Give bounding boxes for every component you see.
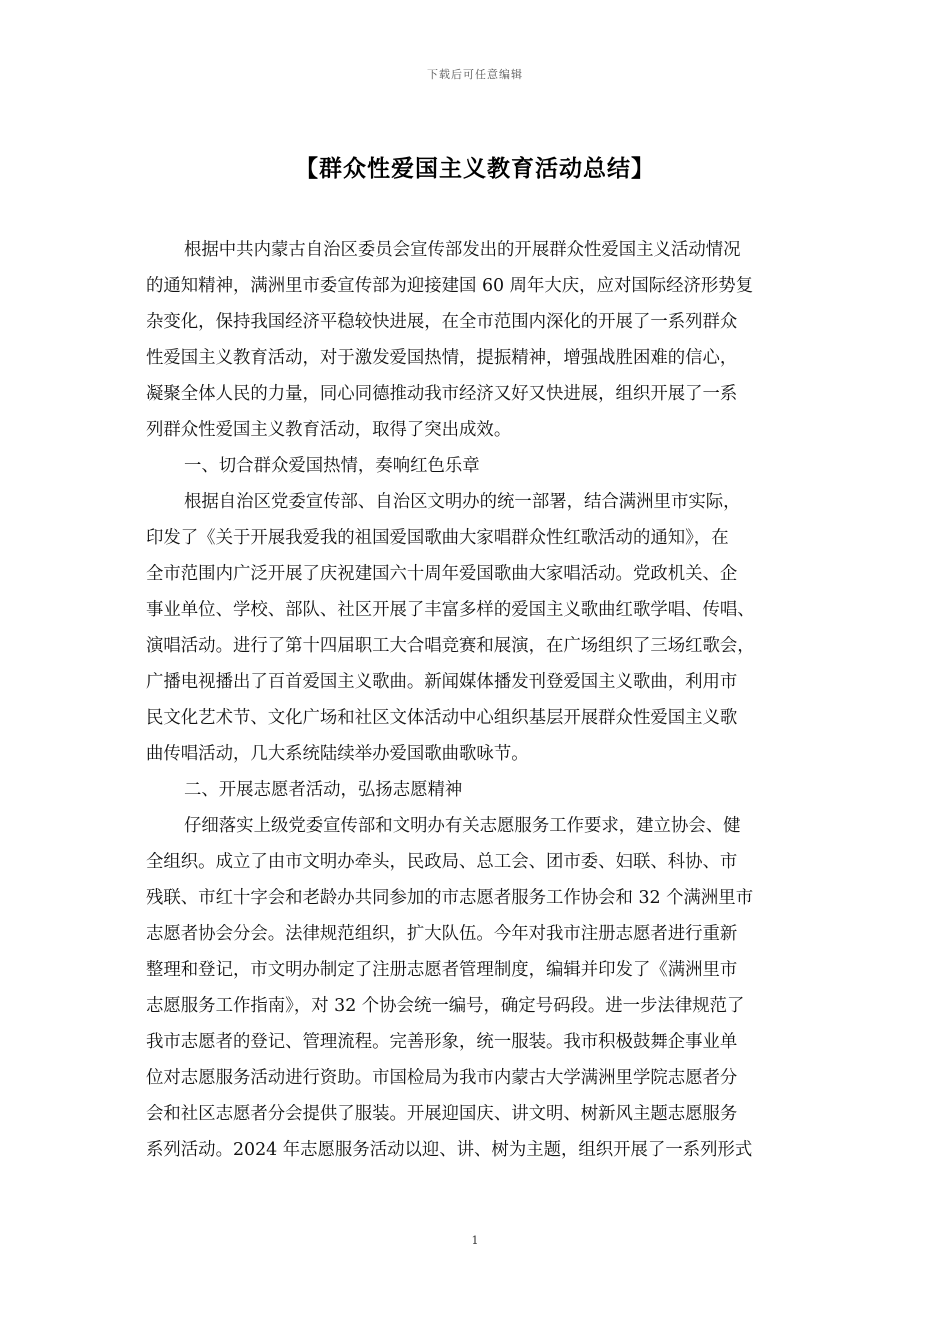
section-heading: 一、切合群众爱国热情，奏响红色乐章 bbox=[184, 456, 480, 476]
paragraph-line: 全组织。成立了由市文明办牵头，民政局、总工会、团市委、妇联、科协、市 bbox=[146, 852, 738, 872]
paragraph-line: 残联、市红十字会和老龄办共同参加的市志愿者服务工作协会和 32 个满洲里市 bbox=[146, 888, 754, 908]
paragraph-line: 杂变化，保持我国经济平稳较快进展，在全市范围内深化的开展了一系列群众 bbox=[146, 312, 738, 332]
header-note: 下载后可任意编辑 bbox=[427, 68, 523, 81]
paragraph-line: 列群众性爱国主义教育活动，取得了突出成效。 bbox=[146, 420, 512, 440]
paragraph-line: 根据自治区党委宣传部、自治区文明办的统一部署，结合满洲里市实际， bbox=[184, 492, 741, 512]
paragraph-line: 印发了《关于开展我爱我的祖国爱国歌曲大家唱群众性红歌活动的通知》，在 bbox=[146, 528, 729, 548]
paragraph-line: 事业单位、学校、部队、社区开展了丰富多样的爱国主义歌曲红歌学唱、传唱、 bbox=[146, 600, 755, 620]
document-body bbox=[146, 232, 806, 1168]
page-number: 1 bbox=[471, 1234, 479, 1247]
paragraph-line: 我市志愿者的登记、管理流程。完善形象，统一服装。我市积极鼓舞企事业单 bbox=[146, 1032, 738, 1052]
paragraph-line: 仔细落实上级党委宣传部和文明办有关志愿服务工作要求，建立协会、健 bbox=[184, 816, 741, 836]
paragraph-line: 演唱活动。进行了第十四届职工大合唱竞赛和展演，在广场组织了三场红歌会， bbox=[146, 636, 755, 656]
paragraph-line: 广播电视播出了百首爱国主义歌曲。新闻媒体播发刊登爱国主义歌曲，利用市 bbox=[146, 672, 738, 692]
paragraph-line: 志愿服务工作指南》，对 32 个协会统一编号，确定号码段。进一步法律规范了 bbox=[146, 996, 745, 1016]
paragraph-line: 全市范围内广泛开展了庆祝建国六十周年爱国歌曲大家唱活动。党政机关、企 bbox=[146, 564, 738, 584]
document-title: 【群众性爱国主义教育活动总结】 bbox=[295, 156, 655, 182]
paragraph-line: 凝聚全体人民的力量，同心同德推动我市经济又好又快进展，组织开展了一系 bbox=[146, 384, 738, 404]
paragraph-line: 性爱国主义教育活动，对于激发爱国热情，提振精神，增强战胜困难的信心， bbox=[146, 348, 738, 368]
paragraph-line: 的通知精神，满洲里市委宣传部为迎接建国 60 周年大庆，应对国际经济形势复 bbox=[146, 276, 754, 296]
paragraph-line: 会和社区志愿者分会提供了服装。开展迎国庆、讲文明、树新风主题志愿服务 bbox=[146, 1104, 738, 1124]
paragraph-line: 位对志愿服务活动进行资助。市国检局为我市内蒙古大学满洲里学院志愿者分 bbox=[146, 1068, 738, 1088]
paragraph-line: 系列活动。2024 年志愿服务活动以迎、讲、树为主题，组织开展了一系列形式 bbox=[146, 1140, 753, 1160]
paragraph-line: 志愿者协会分会。法律规范组织，扩大队伍。今年对我市注册志愿者进行重新 bbox=[146, 924, 738, 944]
paragraph-line: 民文化艺术节、文化广场和社区文体活动中心组织基层开展群众性爱国主义歌 bbox=[146, 708, 738, 728]
section-heading: 二、开展志愿者活动，弘扬志愿精神 bbox=[184, 780, 463, 800]
paragraph-line: 曲传唱活动，几大系统陆续举办爱国歌曲歌咏节。 bbox=[146, 744, 529, 764]
paragraph-line: 整理和登记，市文明办制定了注册志愿者管理制度，编辑并印发了《满洲里市 bbox=[146, 960, 738, 980]
paragraph-line: 根据中共内蒙古自治区委员会宣传部发出的开展群众性爱国主义活动情况 bbox=[184, 240, 741, 260]
